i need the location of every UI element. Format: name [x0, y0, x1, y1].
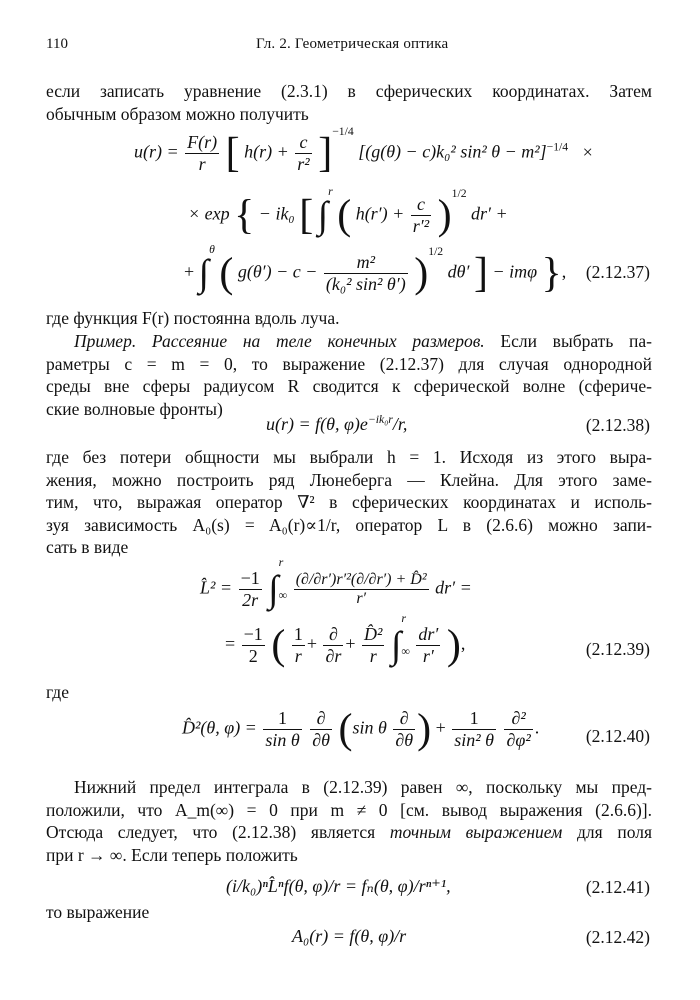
text-fragment: для поля: [562, 822, 652, 842]
brace-close: }: [541, 250, 562, 297]
bracket-open: [: [225, 130, 240, 177]
integral-limit: ∞: [278, 587, 288, 602]
page-number: 110: [46, 36, 68, 52]
denominator: ∂θ: [395, 730, 414, 750]
equation-2-12-40: [182, 708, 539, 751]
exponent: 1/2: [428, 244, 444, 258]
denominator: sin² θ: [454, 730, 494, 750]
where-word: где: [46, 682, 69, 702]
equation-number: (2.12.39): [585, 639, 650, 659]
denominator: r′: [422, 646, 434, 666]
text-line: тим, что, выражая оператор ∇² в сферических координатах и исполь-: [46, 492, 652, 512]
numerator: −1: [240, 568, 260, 588]
paren-open: (: [271, 622, 286, 669]
denominator: 2r: [242, 590, 259, 610]
paragraph-lower-limit: [46, 776, 652, 866]
equation-2-12-39-line2: [225, 610, 466, 669]
fraction: [411, 194, 431, 237]
denominator: r: [294, 646, 302, 666]
paragraph-function-note: где функция F(r) постоянна вдоль луча.: [46, 308, 340, 328]
numerator: 1: [452, 708, 496, 730]
text-fragment: Отсюда следует, что (2.12.38) является: [46, 822, 390, 842]
equation-2-12-37-line3: [184, 242, 567, 297]
fraction: [362, 624, 384, 667]
eq-term: dθ′: [447, 261, 470, 282]
integral-limit: r: [278, 554, 284, 569]
fraction: [416, 624, 440, 667]
eq-term: dr′ +: [471, 203, 508, 224]
eq-term: sin θ: [352, 717, 387, 738]
fraction: [324, 252, 408, 295]
numerator: 1: [263, 708, 301, 730]
emphasis: точным выражением: [389, 822, 563, 842]
denominator: r²: [297, 154, 310, 174]
fraction: [323, 624, 343, 667]
text-line: обычным образом можно получить: [46, 103, 309, 124]
equation-2-12-38: [266, 414, 407, 435]
equation-number: (2.12.37): [585, 262, 650, 282]
eq-term: × exp: [188, 203, 230, 224]
integral-limits: [278, 554, 288, 603]
equation-number: (2.12.40): [585, 726, 650, 746]
eq-term: /r,: [392, 414, 408, 434]
eq-term: ,: [460, 633, 466, 654]
denominator: sin θ: [265, 730, 300, 750]
equation-2-12-39-line1: [200, 554, 472, 611]
fraction: [310, 708, 332, 751]
numerator: ∂: [323, 624, 343, 646]
eq-term: h(r) +: [244, 141, 289, 162]
text-line: раметры c = m = 0, то выражение (2.12.37) для случая однородной: [46, 353, 652, 374]
eq-term: − imφ: [492, 261, 538, 282]
eq-term: g(θ′) − c −: [237, 261, 318, 282]
denominator: 2: [248, 646, 258, 666]
paragraph-then: то выражение: [46, 902, 150, 922]
integral-sign: ∫: [317, 194, 329, 237]
eq-term: u(r) = f(θ, φ)e: [266, 414, 368, 434]
denominator: ∂θ: [312, 730, 330, 750]
numerator: −1: [243, 624, 263, 644]
paren-close: ): [437, 192, 452, 239]
integral-sign: ∫: [198, 252, 210, 295]
eq-term: L̂² =: [200, 577, 233, 598]
eq-term: [(g(θ) − c)k₀² sin² θ − m²]: [358, 141, 547, 162]
eq-term: +: [184, 261, 195, 282]
numerator: c: [411, 194, 431, 216]
paragraph-luneberg: [46, 446, 652, 559]
paren-close: ): [417, 706, 432, 753]
eq-term: .: [534, 717, 540, 738]
fraction: [239, 568, 262, 611]
paren-close: ): [446, 622, 461, 669]
exponent: −ik₀r: [367, 413, 393, 426]
denominator: ∂r: [325, 646, 342, 666]
eq-term: − ik₀: [258, 203, 295, 224]
integral-limit: r: [401, 610, 407, 625]
fraction: [504, 708, 532, 751]
fraction: [263, 708, 301, 751]
fraction: [393, 708, 415, 751]
denominator: r′: [356, 590, 367, 607]
fraction: [242, 624, 265, 667]
integral-sign: ∫: [390, 624, 402, 667]
text-line: сать в виде: [46, 537, 129, 557]
text-line: где без потери общности мы выбрали h = 1. Исходя из этого выра-: [46, 447, 652, 467]
text-line: среды вне сферы радиусом R сводится к сферической волне (сфериче-: [46, 376, 652, 396]
equation-2-12-42: A₀(r) = f(θ, φ)/r: [292, 926, 407, 946]
paragraph-example: [46, 330, 652, 420]
eq-term: ,: [561, 261, 567, 282]
denominator: r′²: [412, 216, 430, 236]
numerator: 1: [293, 624, 303, 644]
bracket-close: ]: [473, 250, 488, 297]
numerator: D̂²: [364, 624, 383, 644]
equation-2-12-37-line2: [188, 184, 508, 239]
integral-limit: ∞: [401, 643, 410, 658]
eq-term: D̂²(θ, φ) =: [182, 717, 257, 738]
fraction: [185, 132, 219, 175]
paren-open: (: [219, 250, 234, 297]
plus-sign: +: [306, 633, 317, 654]
exponent: −1/4: [332, 124, 354, 138]
bracket-open: [: [299, 192, 314, 239]
equation-2-12-41: (i/k₀)ⁿL̂ⁿf(θ, φ)/r = fₙ(θ, φ)/rⁿ⁺¹,: [226, 876, 451, 896]
denominator: r: [369, 646, 377, 666]
equation-number: (2.12.41): [585, 877, 650, 897]
numerator: (∂/∂r′)r′²(∂/∂r′) + D̂²: [295, 571, 427, 588]
text-line: зуя зависимость A₀(s) = A₀(r)∝1/r, оператор L в (2.6.6) можно запи-: [46, 514, 652, 535]
numerator: F(r): [187, 132, 218, 152]
bracket-close: ]: [318, 130, 333, 177]
numerator: ∂: [310, 708, 332, 730]
chapter-title: Гл. 2. Геометрическая оптика: [256, 36, 449, 52]
numerator: ∂: [393, 708, 415, 730]
denominator: ∂φ²: [506, 730, 531, 750]
integral-limits: [401, 610, 410, 659]
eq-term: =: [225, 633, 236, 654]
plus-sign: +: [345, 633, 356, 654]
paren-open: (: [337, 192, 352, 239]
running-header: [46, 36, 652, 56]
denominator: (k₀² sin² θ′): [325, 274, 406, 294]
text-line: положили, что A_m(∞) = 0 при m ≠ 0 [см. вывод выражения (2.6.6)].: [46, 799, 652, 820]
text-line: Нижний предел интеграла в (2.12.39) равен ∞, поскольку мы пред-: [74, 777, 652, 797]
equation-number: (2.12.42): [585, 927, 650, 947]
paragraph-intro: [46, 80, 652, 125]
numerator: dr′: [418, 624, 439, 644]
text-fragment: Если выбрать па-: [484, 331, 652, 351]
numerator: c: [295, 132, 311, 154]
fraction: [292, 624, 305, 667]
fraction: [295, 132, 311, 175]
numerator: m²: [324, 252, 408, 274]
text-line: если записать уравнение (2.3.1) в сферических координатах. Затем: [46, 81, 652, 101]
paren-close: ): [414, 250, 429, 297]
exponent: −1/4: [546, 140, 569, 154]
fraction: [294, 571, 429, 608]
equation-2-12-37-line1: [134, 124, 593, 177]
text-line: [46, 821, 652, 844]
exponent: 1/2: [451, 186, 467, 200]
brace-open: {: [234, 192, 255, 239]
text-line: жения, можно построить ряд Люнеберга — Клейна. Для этого заме-: [46, 469, 652, 490]
integral-limit: θ: [209, 242, 215, 256]
numerator: ∂²: [504, 708, 532, 730]
integral-sign: ∫: [268, 568, 279, 611]
text-line: [46, 330, 652, 353]
text-line: при r → ∞. Если теперь положить: [46, 844, 298, 865]
eq-term: h(r′) +: [355, 203, 405, 224]
eq-term: dr′ =: [435, 577, 472, 598]
example-heading: Пример. Рассеяние на теле конечных размеров.: [74, 331, 485, 351]
plus-sign: +: [435, 717, 446, 738]
integral-limit: r: [328, 184, 333, 198]
eq-term: ×: [582, 141, 593, 162]
text-line: ские волновые фронты): [46, 398, 223, 419]
denominator: r: [198, 154, 206, 174]
equation-number: (2.12.38): [585, 415, 650, 435]
eq-term: u(r) =: [134, 141, 179, 162]
paren-open: (: [338, 706, 353, 753]
fraction: [452, 708, 496, 751]
